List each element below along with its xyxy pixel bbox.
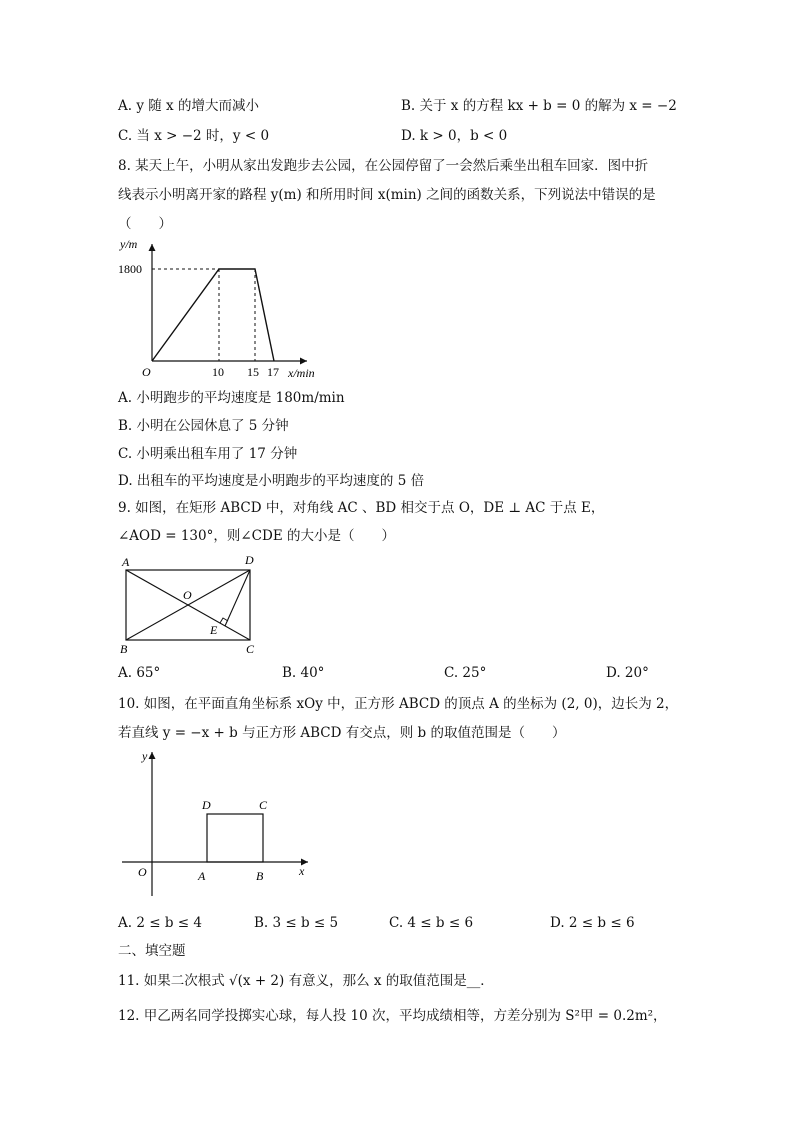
label-b: B (256, 869, 264, 883)
q10-stem-line2: 若直线 y = −x + b 与正方形 ABCD 有交点，则 b 的取值范围是（ ） (118, 725, 566, 741)
q8-stem-line2: 线表示小明离开家的路程 y(m) 和所用时间 x(min) 之间的函数关系，下列说法中错误的是 (118, 187, 656, 203)
q10-option-b: B. 3 ≤ b ≤ 5 (254, 915, 339, 931)
q8-option-d: D. 出租车的平均速度是小明跑步的平均速度的 5 倍 (118, 473, 425, 489)
label-c: C (259, 798, 268, 812)
q8-distance-time-graph (112, 236, 342, 384)
q10-option-d: D. 2 ≤ b ≤ 6 (550, 915, 635, 931)
distance-polyline (152, 269, 274, 361)
x-tick-17: 17 (267, 365, 279, 379)
q8-stem-line1: 8. 某天上午，小明从家出发跑步去公园，在公园停留了一会然后乘坐出租车回家．图中折 (118, 158, 649, 174)
label-x: x (299, 864, 305, 878)
q10-coordinate-figure (112, 746, 322, 906)
label-a: A (198, 869, 206, 883)
x-tick-10: 10 (212, 365, 224, 379)
q7-option-c: C. 当 x > −2 时，y < 0 (118, 128, 270, 144)
q10-option-a: A. 2 ≤ b ≤ 4 (118, 915, 202, 931)
x-axis-label: x/min (288, 366, 315, 380)
q9-option-a: A. 65° (118, 665, 161, 681)
label-c: C (246, 642, 255, 656)
label-o: O (138, 865, 147, 879)
label-o: O (183, 588, 192, 602)
label-d: D (245, 553, 254, 567)
q9-option-c: C. 25° (444, 665, 487, 681)
x-tick-15: 15 (247, 365, 259, 379)
q8-option-c: C. 小明乘出租车用了 17 分钟 (118, 446, 298, 462)
label-b: B (120, 642, 128, 656)
q7-option-d: D. k > 0，b < 0 (401, 128, 508, 144)
q7-option-a: A. y 随 x 的增大而减小 (118, 98, 259, 114)
q9-option-d: D. 20° (606, 665, 649, 681)
origin-label: O (142, 365, 151, 379)
q9-option-b: B. 40° (282, 665, 325, 681)
q11-stem: 11. 如果二次根式 √(x + 2) 有意义，那么 x 的取值范围是__． (118, 973, 494, 989)
q9-stem-line1: 9. 如图，在矩形 ABCD 中，对角线 AC 、BD 相交于点 O，DE ⊥ AC 于点 E， (118, 500, 605, 516)
q9-rectangle-figure (112, 552, 272, 658)
q9-stem-line2: ∠AOD = 130°，则∠CDE 的大小是（ ） (118, 528, 395, 544)
label-y: y (142, 749, 148, 763)
label-d: D (202, 798, 211, 812)
segment-de (225, 570, 250, 626)
q12-stem: 12. 甲乙两名同学投掷实心球，每人投 10 次，平均成绩相等，方差分别为 S²甲 = 0.2m²， (118, 1008, 667, 1024)
q8-option-a: A. 小明跑步的平均速度是 180m/min (118, 390, 345, 406)
square-abcd (207, 814, 263, 862)
q10-option-c: C. 4 ≤ b ≤ 6 (389, 915, 474, 931)
q8-stem-line3: （ ） (118, 216, 172, 232)
q10-stem-line1: 10. 如图，在平面直角坐标系 xOy 中，正方形 ABCD 的顶点 A 的坐标为 (2, 0)，边长为 2， (118, 696, 679, 712)
label-e: E (210, 623, 218, 637)
q8-option-b: B. 小明在公园休息了 5 分钟 (118, 418, 289, 434)
y-tick-label: 1800 (118, 262, 142, 276)
y-axis-label: y/m (120, 237, 138, 251)
label-a: A (122, 555, 130, 569)
q7-option-b: B. 关于 x 的方程 kx + b = 0 的解为 x = −2 (401, 98, 677, 114)
section-title: 二、填空题 (118, 943, 186, 959)
